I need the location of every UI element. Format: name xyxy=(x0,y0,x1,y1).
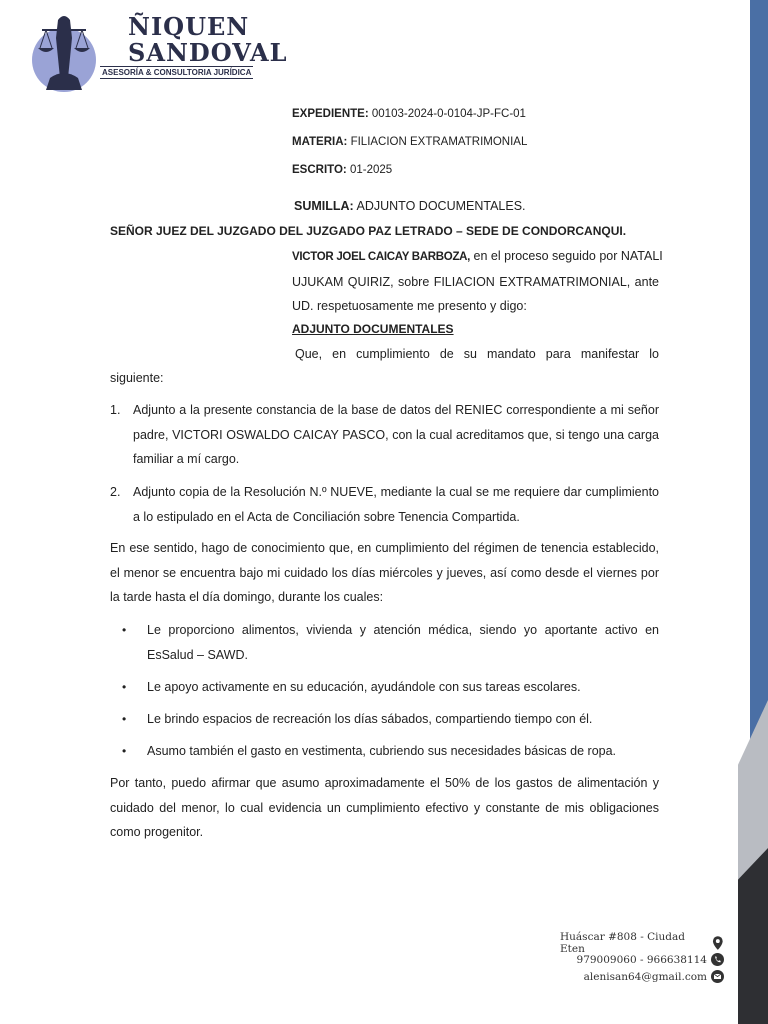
escrito-field xyxy=(292,164,392,176)
sumilla-value: ADJUNTO DOCUMENTALES. xyxy=(356,199,526,213)
paragraph-conclusion: Por tanto, puedo afirmar que asumo aproximadamente el 50% de los gastos de alimentación y cuidado del menor, lo cual evidencia un cumplimiento efectivo y constante de mis obligaciones como progenitor. xyxy=(110,776,659,839)
logo-title-line2: SANDOVAL xyxy=(128,38,288,67)
logo-subtitle: ASESORÍA & CONSULTORIA JURÍDICA xyxy=(102,68,252,77)
materia-value: FILIACION EXTRAMATRIMONIAL xyxy=(350,136,528,148)
intro-line3: UD. respetuosamente me presento y digo: xyxy=(292,299,527,313)
intro-line1: en el proceso seguido por NATALI xyxy=(470,249,663,263)
contact-phone-row xyxy=(560,951,724,968)
bullet-item-1: Le proporciono alimentos, vivienda y atención médica, siendo yo aportante activo en EsSalud – SAWD. xyxy=(147,623,659,662)
escrito-value: 01-2025 xyxy=(349,164,393,176)
mandate-line2: siguiente: xyxy=(110,371,164,385)
bullet-item-2: Le apoyo activamente en su educación, ayudándole con sus tareas escolares. xyxy=(147,680,581,694)
bullet-item-4: Asumo también el gasto en vestimenta, cubriendo sus necesidades básicas de ropa. xyxy=(147,744,617,758)
intro-paragraph xyxy=(292,244,663,319)
paragraph-tenencia: En ese sentido, hago de conocimiento que, en cumplimiento del régimen de tenencia establecido, el menor se encuentra bajo mi cuidado los días miércoles y jueves, así como desde el viernes por la tarde hasta el día domingo, durante los cuales: xyxy=(110,541,659,604)
materia-label: MATERIA: xyxy=(292,136,348,148)
escrito-label: ESCRITO: xyxy=(292,164,347,176)
expediente-field xyxy=(292,108,526,120)
contact-address-row xyxy=(560,930,724,955)
location-pin-icon xyxy=(712,936,724,950)
contact-email-row xyxy=(560,968,724,985)
numbered-item-2-num: 2. xyxy=(110,485,121,499)
intro-line2: UJUKAM QUIRIZ, sobre FILIACION EXTRAMATRIMONIAL, ante xyxy=(292,274,659,289)
bullet-dot: • xyxy=(122,680,127,694)
justice-scale-emblem-icon xyxy=(28,8,100,92)
logo-title-line1: ÑIQUEN xyxy=(128,12,250,41)
contact-footer xyxy=(560,930,724,985)
numbered-item-2-text: Adjunto copia de la Resolución N.º NUEVE, mediante la cual se me requiere dar cumplimiento a lo estipulado en el Acta de Conciliación sobre Tenencia Compartida. xyxy=(133,485,659,524)
materia-field xyxy=(292,136,527,148)
numbered-item-1-num: 1. xyxy=(110,403,121,417)
expediente-value: 00103-2024-0-0104-JP-FC-01 xyxy=(371,108,526,120)
expediente-label: EXPEDIENTE: xyxy=(292,108,369,120)
mandate-line1: Que, en cumplimiento de su mandato para manifestar lo xyxy=(295,347,659,361)
contact-phones: 979009060 - 966638114 xyxy=(576,953,707,966)
contact-address: Huáscar #808 - Ciudad Eten xyxy=(560,930,685,955)
contact-email: alenisan64@gmail.com xyxy=(583,970,707,983)
bullet-item-3: Le brindo espacios de recreación los días sábados, compartiendo tiempo con él. xyxy=(147,712,593,726)
bullet-dot: • xyxy=(122,623,127,637)
addressee: SEÑOR JUEZ DEL JUZGADO DEL JUZGADO PAZ LETRADO – SEDE DE CONDORCANQUI. xyxy=(110,224,627,238)
numbered-item-1-text: Adjunto a la presente constancia de la base de datos del RENIEC correspondiente a mi señor padre, VICTORI OSWALDO CAICAY PASCO, con la cual acreditamos que, si tengo una carga familiar a mí cargo. xyxy=(133,403,659,466)
bullet-dot: • xyxy=(122,744,127,758)
petitioner-name: VICTOR JOEL CAICAY BARBOZA, xyxy=(292,251,471,263)
phone-icon xyxy=(711,953,724,966)
firm-logo xyxy=(28,8,288,92)
bullet-dot: • xyxy=(122,712,127,726)
email-icon xyxy=(711,970,724,983)
section-title: ADJUNTO DOCUMENTALES xyxy=(292,322,454,336)
sumilla-field xyxy=(294,199,526,213)
sumilla-label: SUMILLA: xyxy=(294,199,354,213)
